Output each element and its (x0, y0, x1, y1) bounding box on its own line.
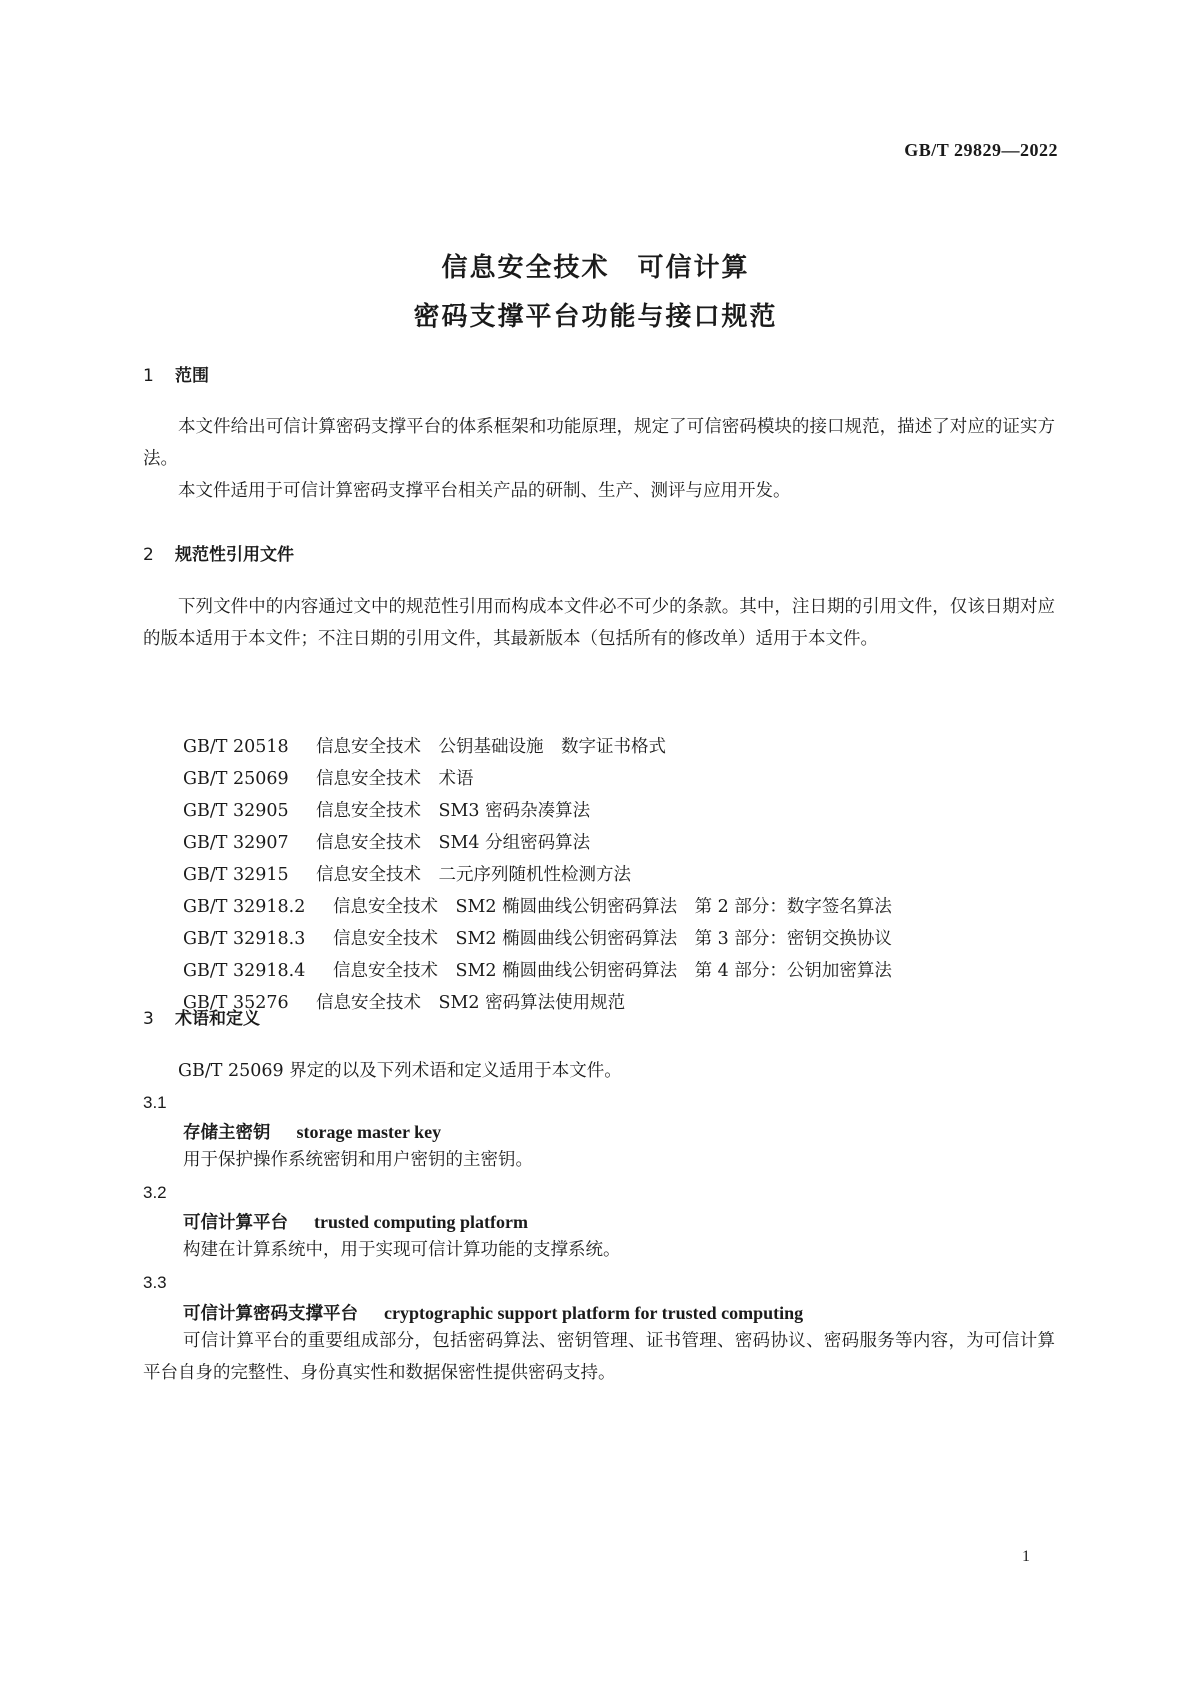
term-name (183, 1300, 803, 1325)
term-definition: 用于保护操作系统密钥和用户密钥的主密钥。 (183, 1150, 533, 1170)
reference-item (183, 923, 892, 955)
term-name-en: cryptographic support platform for trusted computing (384, 1303, 804, 1323)
term-name-zh: 存储主密钥 (183, 1123, 271, 1143)
term-number: 3.1 (143, 1093, 167, 1112)
terms-intro: GB/T 25069 界定的以及下列术语和定义适用于本文件。 (178, 1061, 622, 1081)
reference-item (183, 827, 892, 859)
reference-item (183, 731, 892, 763)
scope-paragraph-1: 本文件给出可信计算密码支撑平台的体系框架和功能原理，规定了可信密码模块的接口规范，描述了对应的证实方法。 (143, 417, 1055, 469)
reference-title: 信息安全技术 SM2 椭圆曲线公钥密码算法 第 3 部分：密钥交换协议 (333, 929, 892, 949)
term-number: 3.3 (143, 1273, 167, 1292)
section-title: 规范性引用文件 (175, 545, 294, 565)
term-number: 3.2 (143, 1183, 167, 1202)
reference-code: GB/T 32905 (183, 801, 289, 821)
reference-code: GB/T 32907 (183, 833, 289, 853)
term-name-en: storage master key (296, 1122, 442, 1142)
reference-code: GB/T 32918.3 (183, 929, 306, 949)
reference-title: 信息安全技术 二元序列随机性检测方法 (316, 865, 631, 885)
section-number: 2 (143, 545, 154, 565)
reference-title: 信息安全技术 公钥基础设施 数字证书格式 (316, 737, 666, 757)
term-name (183, 1119, 441, 1144)
reference-code: GB/T 32915 (183, 865, 289, 885)
term-name-zh: 可信计算平台 (183, 1213, 288, 1233)
term-name-zh: 可信计算密码支撑平台 (183, 1304, 358, 1324)
reference-title: 信息安全技术 SM2 椭圆曲线公钥密码算法 第 2 部分：数字签名算法 (333, 897, 892, 917)
reference-code: GB/T 32918.2 (183, 897, 306, 917)
reference-code: GB/T 25069 (183, 769, 289, 789)
section-number: 3 (143, 1009, 154, 1029)
document-title (0, 244, 1191, 342)
reference-item (183, 955, 892, 987)
reference-code: GB/T 32918.4 (183, 961, 306, 981)
standard-number: GB/T 29829—2022 (904, 140, 1058, 160)
section-number: 1 (143, 366, 154, 386)
reference-item (183, 763, 892, 795)
reference-title: 信息安全技术 SM2 密码算法使用规范 (316, 993, 626, 1013)
section-heading-normative-references (143, 540, 294, 565)
reference-title: 信息安全技术 SM2 椭圆曲线公钥密码算法 第 4 部分：公钥加密算法 (333, 961, 892, 981)
section-heading-scope (143, 361, 209, 386)
reference-list (183, 731, 892, 1019)
reference-item (183, 891, 892, 923)
scope-paragraph-2: 本文件适用于可信计算密码支撑平台相关产品的研制、生产、测评与应用开发。 (178, 481, 791, 501)
reference-title: 信息安全技术 SM4 分组密码算法 (316, 833, 591, 853)
reference-item (183, 987, 892, 1019)
reference-code: GB/T 20518 (183, 737, 289, 757)
term-definition: 可信计算平台的重要组成部分，包括密码算法、密钥管理、证书管理、密码协议、密码服务等内容，为可信计算平台自身的完整性、身份真实性和数据保密性提供密码支持。 (143, 1331, 1055, 1383)
term-name-en: trusted computing platform (314, 1212, 528, 1232)
reference-title: 信息安全技术 术语 (316, 769, 474, 789)
page-number: 1 (1022, 1548, 1030, 1565)
section-title: 术语和定义 (175, 1009, 260, 1029)
title-line-2: 密码支撑平台功能与接口规范 (413, 302, 778, 332)
references-intro: 下列文件中的内容通过文中的规范性引用而构成本文件必不可少的条款。其中，注日期的引用文件，仅该日期对应的版本适用于本文件；不注日期的引用文件，其最新版本（包括所有的修改单）适用于本文件。 (143, 597, 1055, 649)
reference-title: 信息安全技术 SM3 密码杂凑算法 (316, 801, 591, 821)
title-line-1: 信息安全技术 可信计算 (441, 253, 750, 283)
reference-item (183, 795, 892, 827)
section-heading-terms (143, 1004, 260, 1029)
reference-item (183, 859, 892, 891)
section-title: 范围 (175, 366, 209, 386)
term-definition: 构建在计算系统中，用于实现可信计算功能的支撑系统。 (183, 1240, 621, 1260)
term-name (183, 1209, 528, 1234)
reference-code: GB/T 35276 (183, 993, 289, 1013)
